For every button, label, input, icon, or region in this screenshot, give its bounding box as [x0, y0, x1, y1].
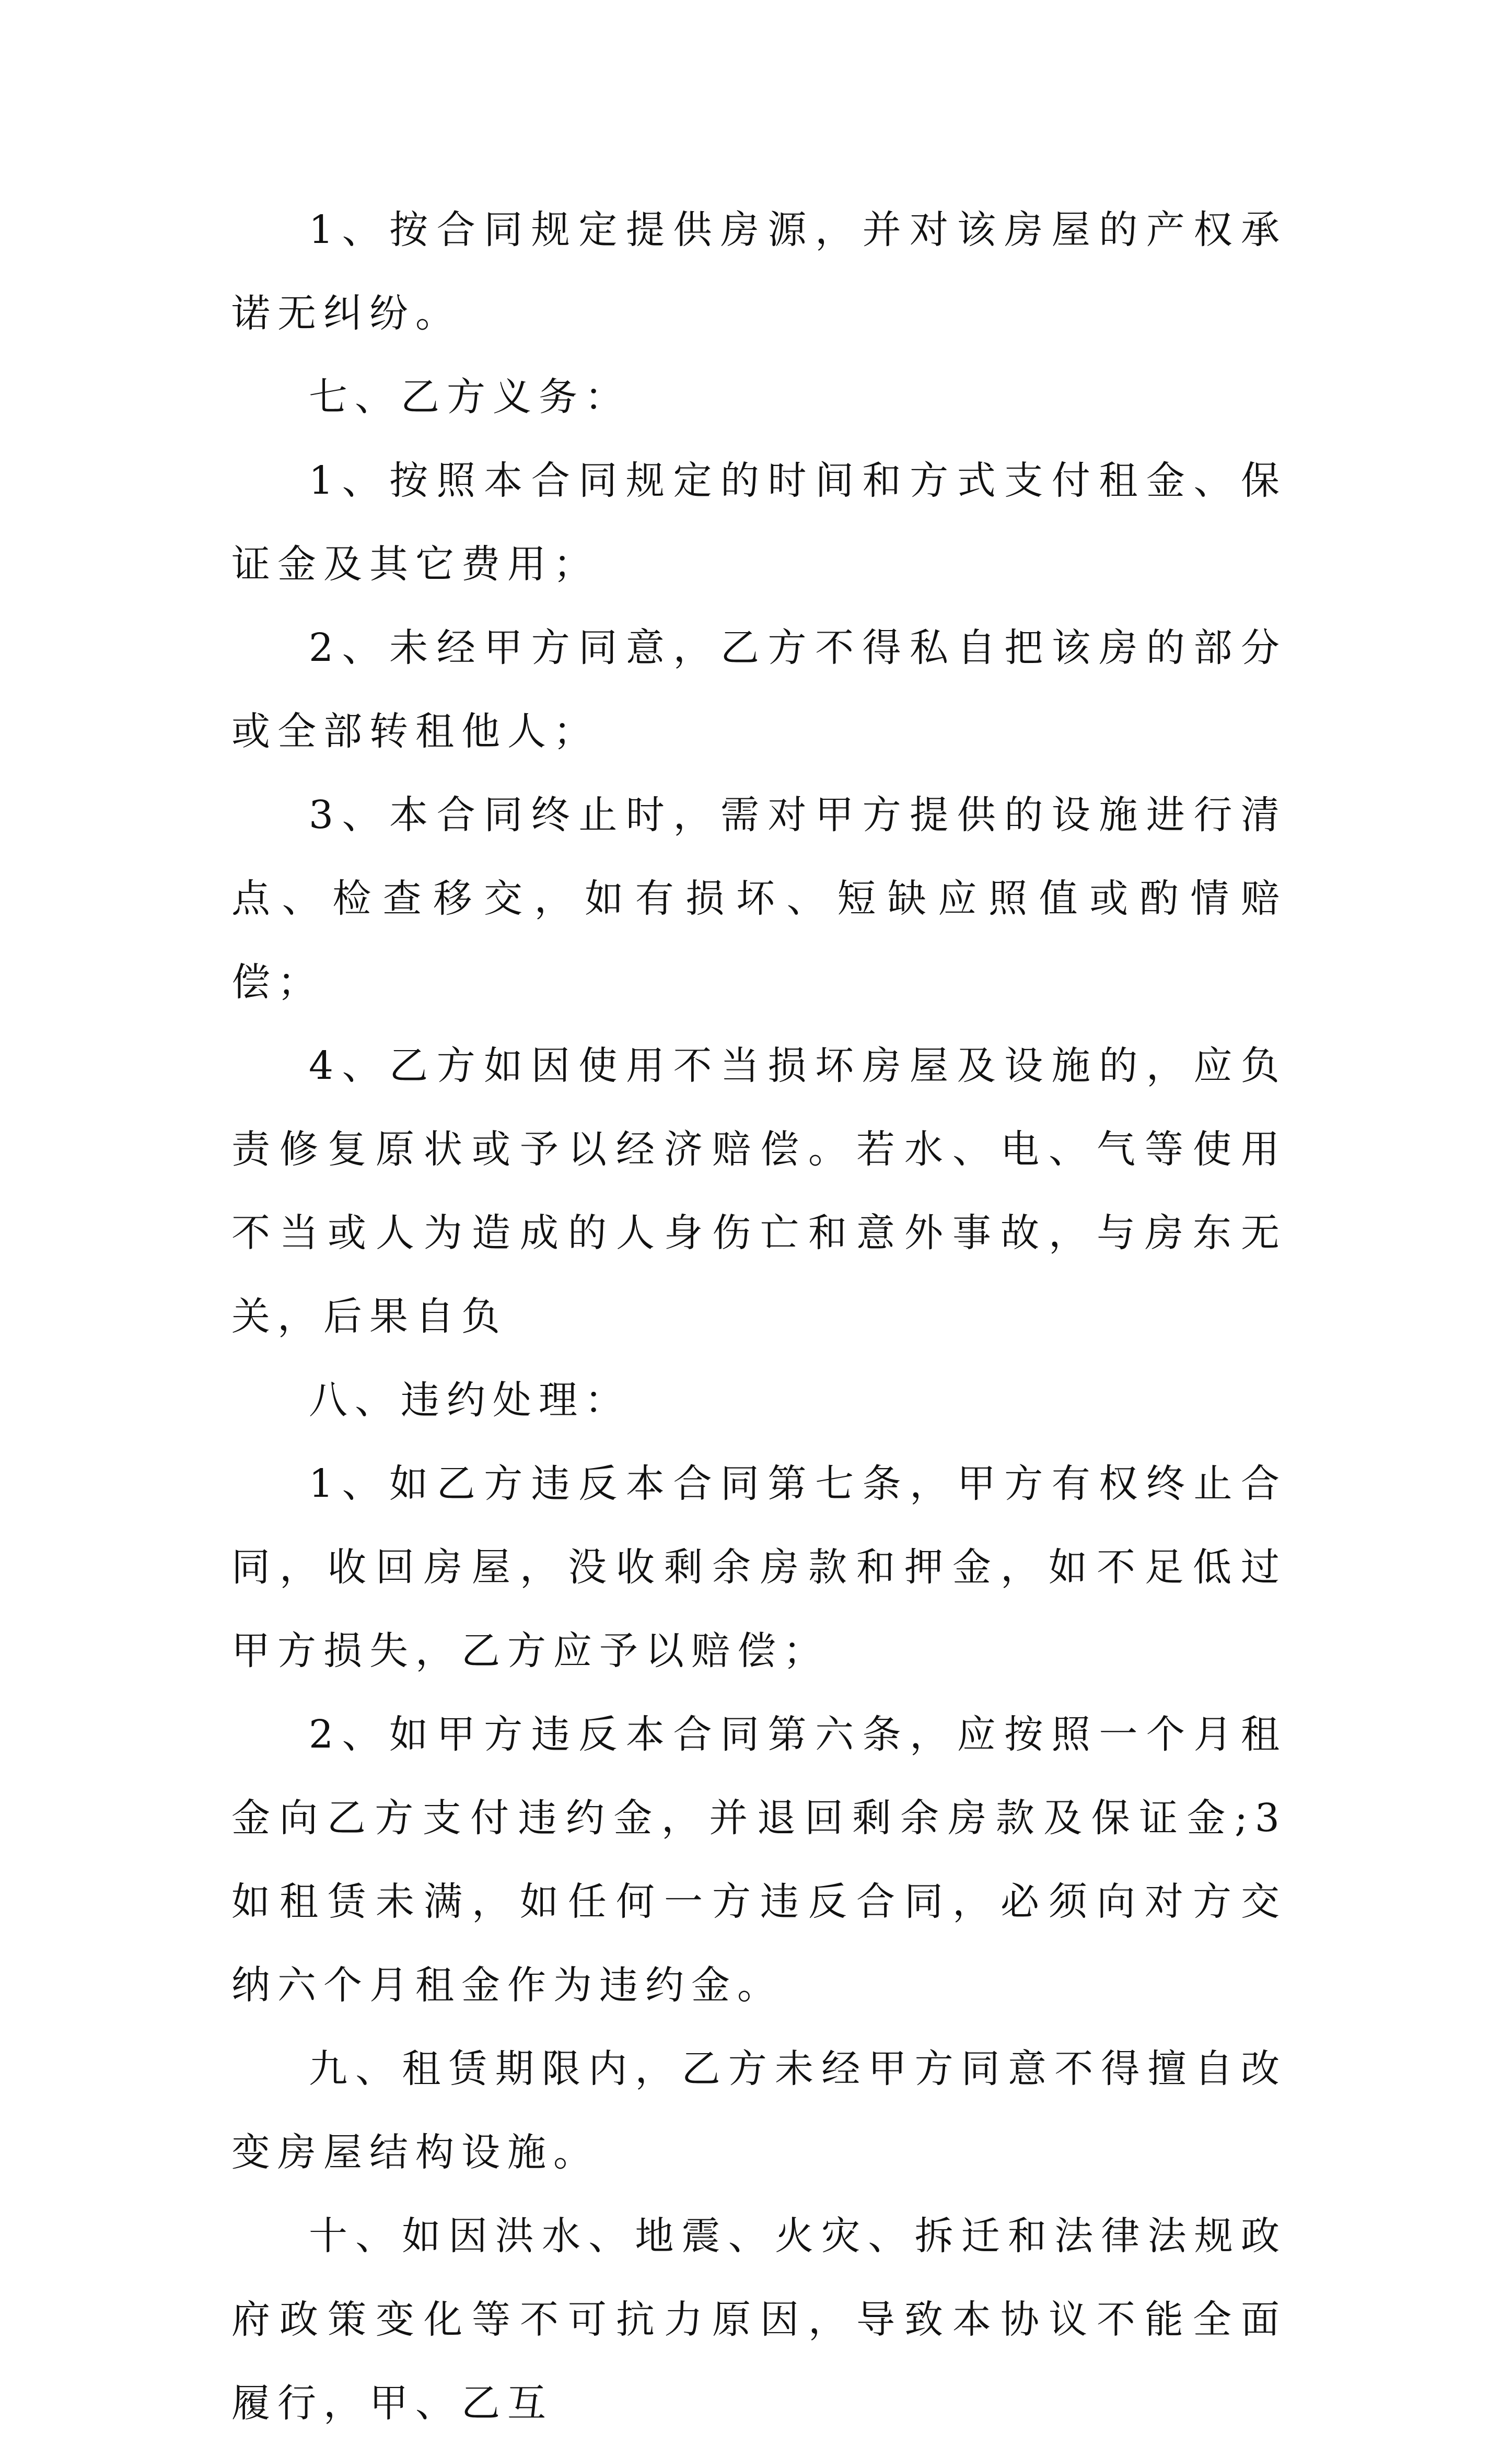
paragraph-tenant-duty-2: 2、未经甲方同意，乙方不得私自把该房的部分或全部转租他人；: [231, 625, 1287, 754]
paragraph-breach-1: 1、如乙方违反本合同第七条，甲方有权终止合同，收回房屋，没收剩余房款和押金，如不足低过甲方损失，乙方应予以赔偿；: [231, 1461, 1287, 1673]
paragraph-tenant-duty-4: 4、乙方如因使用不当损坏房屋及设施的，应负责修复原状或予以经济赔偿。若水、电、气等使用不当或人为造成的人身伤亡和意外事故，与房东无关，后果自负: [231, 1043, 1287, 1339]
heading-breach-handling: 八、违约处理：: [309, 1378, 631, 1423]
paragraph-clause-10: 十、如因洪水、地震、火灾、拆迁和法律法规政府政策变化等不可抗力原因，导致本协议不能全面履行，甲、乙互: [231, 2214, 1287, 2426]
paragraph-landlord-duty-1: 1、按合同规定提供房源，并对该房屋的产权承诺无纠纷。: [231, 207, 1287, 336]
paragraph-clause-9: 九、租赁期限内，乙方未经甲方同意不得擅自改变房屋结构设施。: [231, 2046, 1287, 2175]
paragraph-tenant-duty-1: 1、按照本合同规定的时间和方式支付租金、保证金及其它费用；: [231, 458, 1287, 587]
heading-tenant-duties: 七、乙方义务：: [309, 375, 631, 420]
paragraph-tenant-duty-3: 3、本合同终止时，需对甲方提供的设施进行清点、检查移交，如有损坏、短缺应照值或酌情赔偿；: [231, 793, 1287, 1005]
document-body: [231, 188, 1287, 2445]
paragraph-breach-2: 2、如甲方违反本合同第六条，应按照一个月租金向乙方支付违约金，并退回剩余房款及保证金;3 如租赁未满，如任何一方违反合同，必须向对方交纳六个月租金作为违约金。: [231, 1712, 1287, 2008]
